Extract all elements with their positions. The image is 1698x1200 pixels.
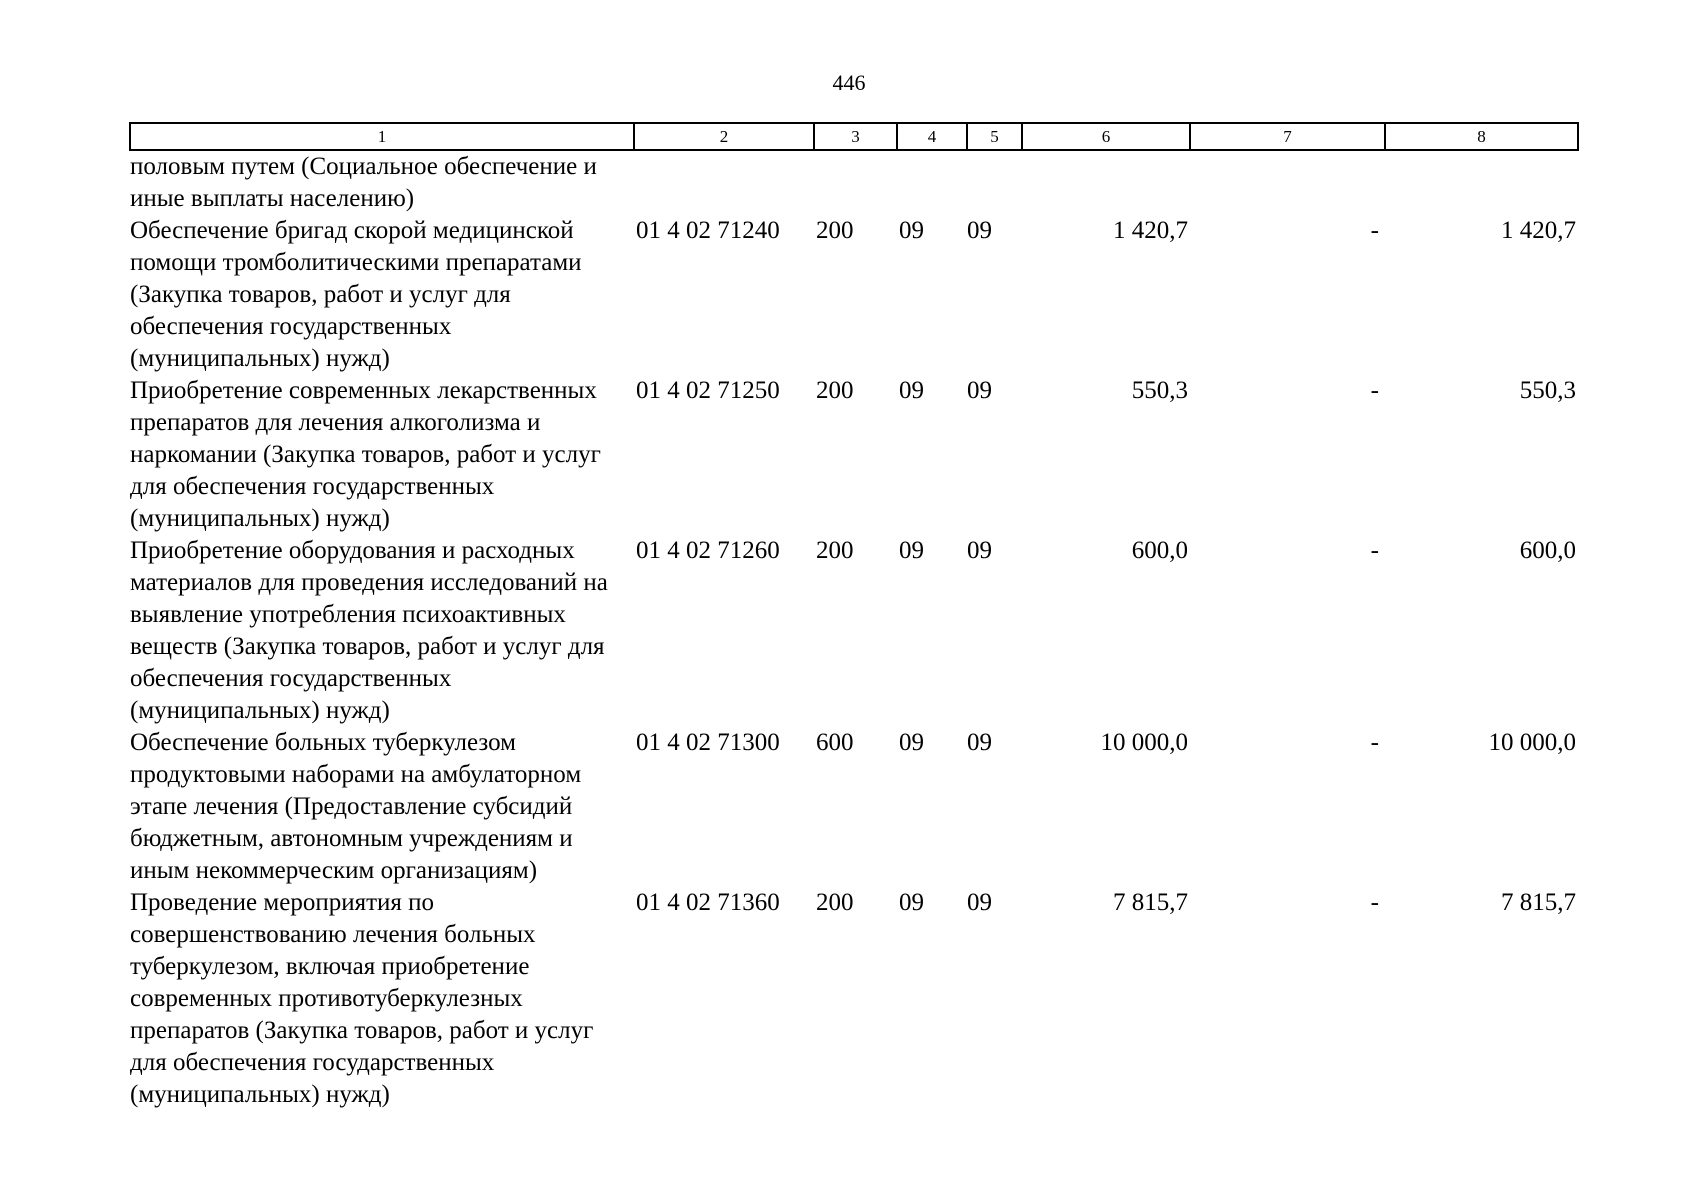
row-col-3: 200 [816,889,854,916]
budget-table [129,122,1579,1111]
header-col-7: 7 [1190,123,1385,150]
row-col-4 [897,150,967,215]
row-col-8: 7 815,7 [1501,889,1576,916]
row-col-6: 1 420,7 [1113,217,1188,244]
row-code [634,150,814,215]
row-col-3: 600 [816,729,854,756]
row-col-7: - [1370,537,1379,564]
header-col-5: 5 [967,123,1022,150]
row-col-6: 10 000,0 [1100,729,1188,756]
row-code: 01 4 02 71250 [636,377,780,404]
table-header [130,123,1578,150]
row-col-4: 09 [899,537,924,564]
table-row [130,375,1578,535]
row-name: Приобретение современных лекарственных препаратов для лечения алкоголизма и наркомании (Закупка товаров, работ и услуг для обеспечения государственных (муниципальных) нужд) [130,377,601,532]
row-name: половым путем (Социальное обеспечение и иные выплаты населению) [130,153,597,212]
row-col-4: 09 [899,889,924,916]
row-col-7: - [1370,217,1379,244]
header-col-6: 6 [1022,123,1190,150]
row-col-7: - [1370,889,1379,916]
row-col-8: 1 420,7 [1501,217,1576,244]
row-name: Приобретение оборудования и расходных материалов для проведения исследований на выявление употребления психоактивных веществ (Закупка товаров, работ и услуг для обеспечения государственных (муниципальных) нужд) [130,537,608,724]
row-col-5: 09 [967,377,992,404]
row-col-5: 09 [967,729,992,756]
row-col-3: 200 [816,537,854,564]
header-col-8: 8 [1385,123,1578,150]
row-col-7: - [1370,729,1379,756]
row-col-5: 09 [967,889,992,916]
row-name: Обеспечение бригад скорой медицинской помощи тромболитическими препаратами (Закупка товаров, работ и услуг для обеспечения государственных (муниципальных) нужд) [130,217,582,372]
table-body [130,150,1578,1111]
header-col-1: 1 [130,123,634,150]
row-col-3: 200 [816,217,854,244]
row-col-3: 200 [816,377,854,404]
row-col-5 [967,150,1022,215]
row-code: 01 4 02 71300 [636,729,780,756]
header-col-2: 2 [634,123,814,150]
row-col-8: 600,0 [1519,537,1576,564]
row-col-8: 10 000,0 [1488,729,1576,756]
table-row [130,535,1578,727]
table-row [130,215,1578,375]
row-col-7 [1190,150,1385,215]
row-code: 01 4 02 71360 [636,889,780,916]
table-row [130,887,1578,1111]
row-col-7: - [1370,377,1379,404]
page-number: 446 [832,70,866,95]
row-col-8: 550,3 [1519,377,1576,404]
row-name: Проведение мероприятия по совершенствованию лечения больных туберкулезом, включая приобретение современных противотуберкулезных препаратов (Закупка товаров, работ и услуг для обеспечения государственных (муниципальных) нужд) [130,889,594,1108]
row-col-6 [1022,150,1190,215]
table-row [130,150,1578,215]
header-col-3: 3 [814,123,897,150]
row-col-6: 600,0 [1131,537,1188,564]
row-code: 01 4 02 71240 [636,217,780,244]
row-col-8 [1385,150,1578,215]
row-col-3 [814,150,897,215]
row-code: 01 4 02 71260 [636,537,780,564]
row-col-6: 550,3 [1131,377,1188,404]
row-col-4: 09 [899,217,924,244]
table-row [130,727,1578,887]
header-row [130,123,1578,150]
header-col-4: 4 [897,123,967,150]
row-col-5: 09 [967,217,992,244]
row-col-4: 09 [899,377,924,404]
row-col-4: 09 [899,729,924,756]
row-name: Обеспечение больных туберкулезом продуктовыми наборами на амбулаторном этапе лечения (Предоставление субсидий бюджетным, автономным учреждениям и иным некоммерческим организациям) [130,729,582,884]
row-col-5: 09 [967,537,992,564]
row-col-6: 7 815,7 [1113,889,1188,916]
